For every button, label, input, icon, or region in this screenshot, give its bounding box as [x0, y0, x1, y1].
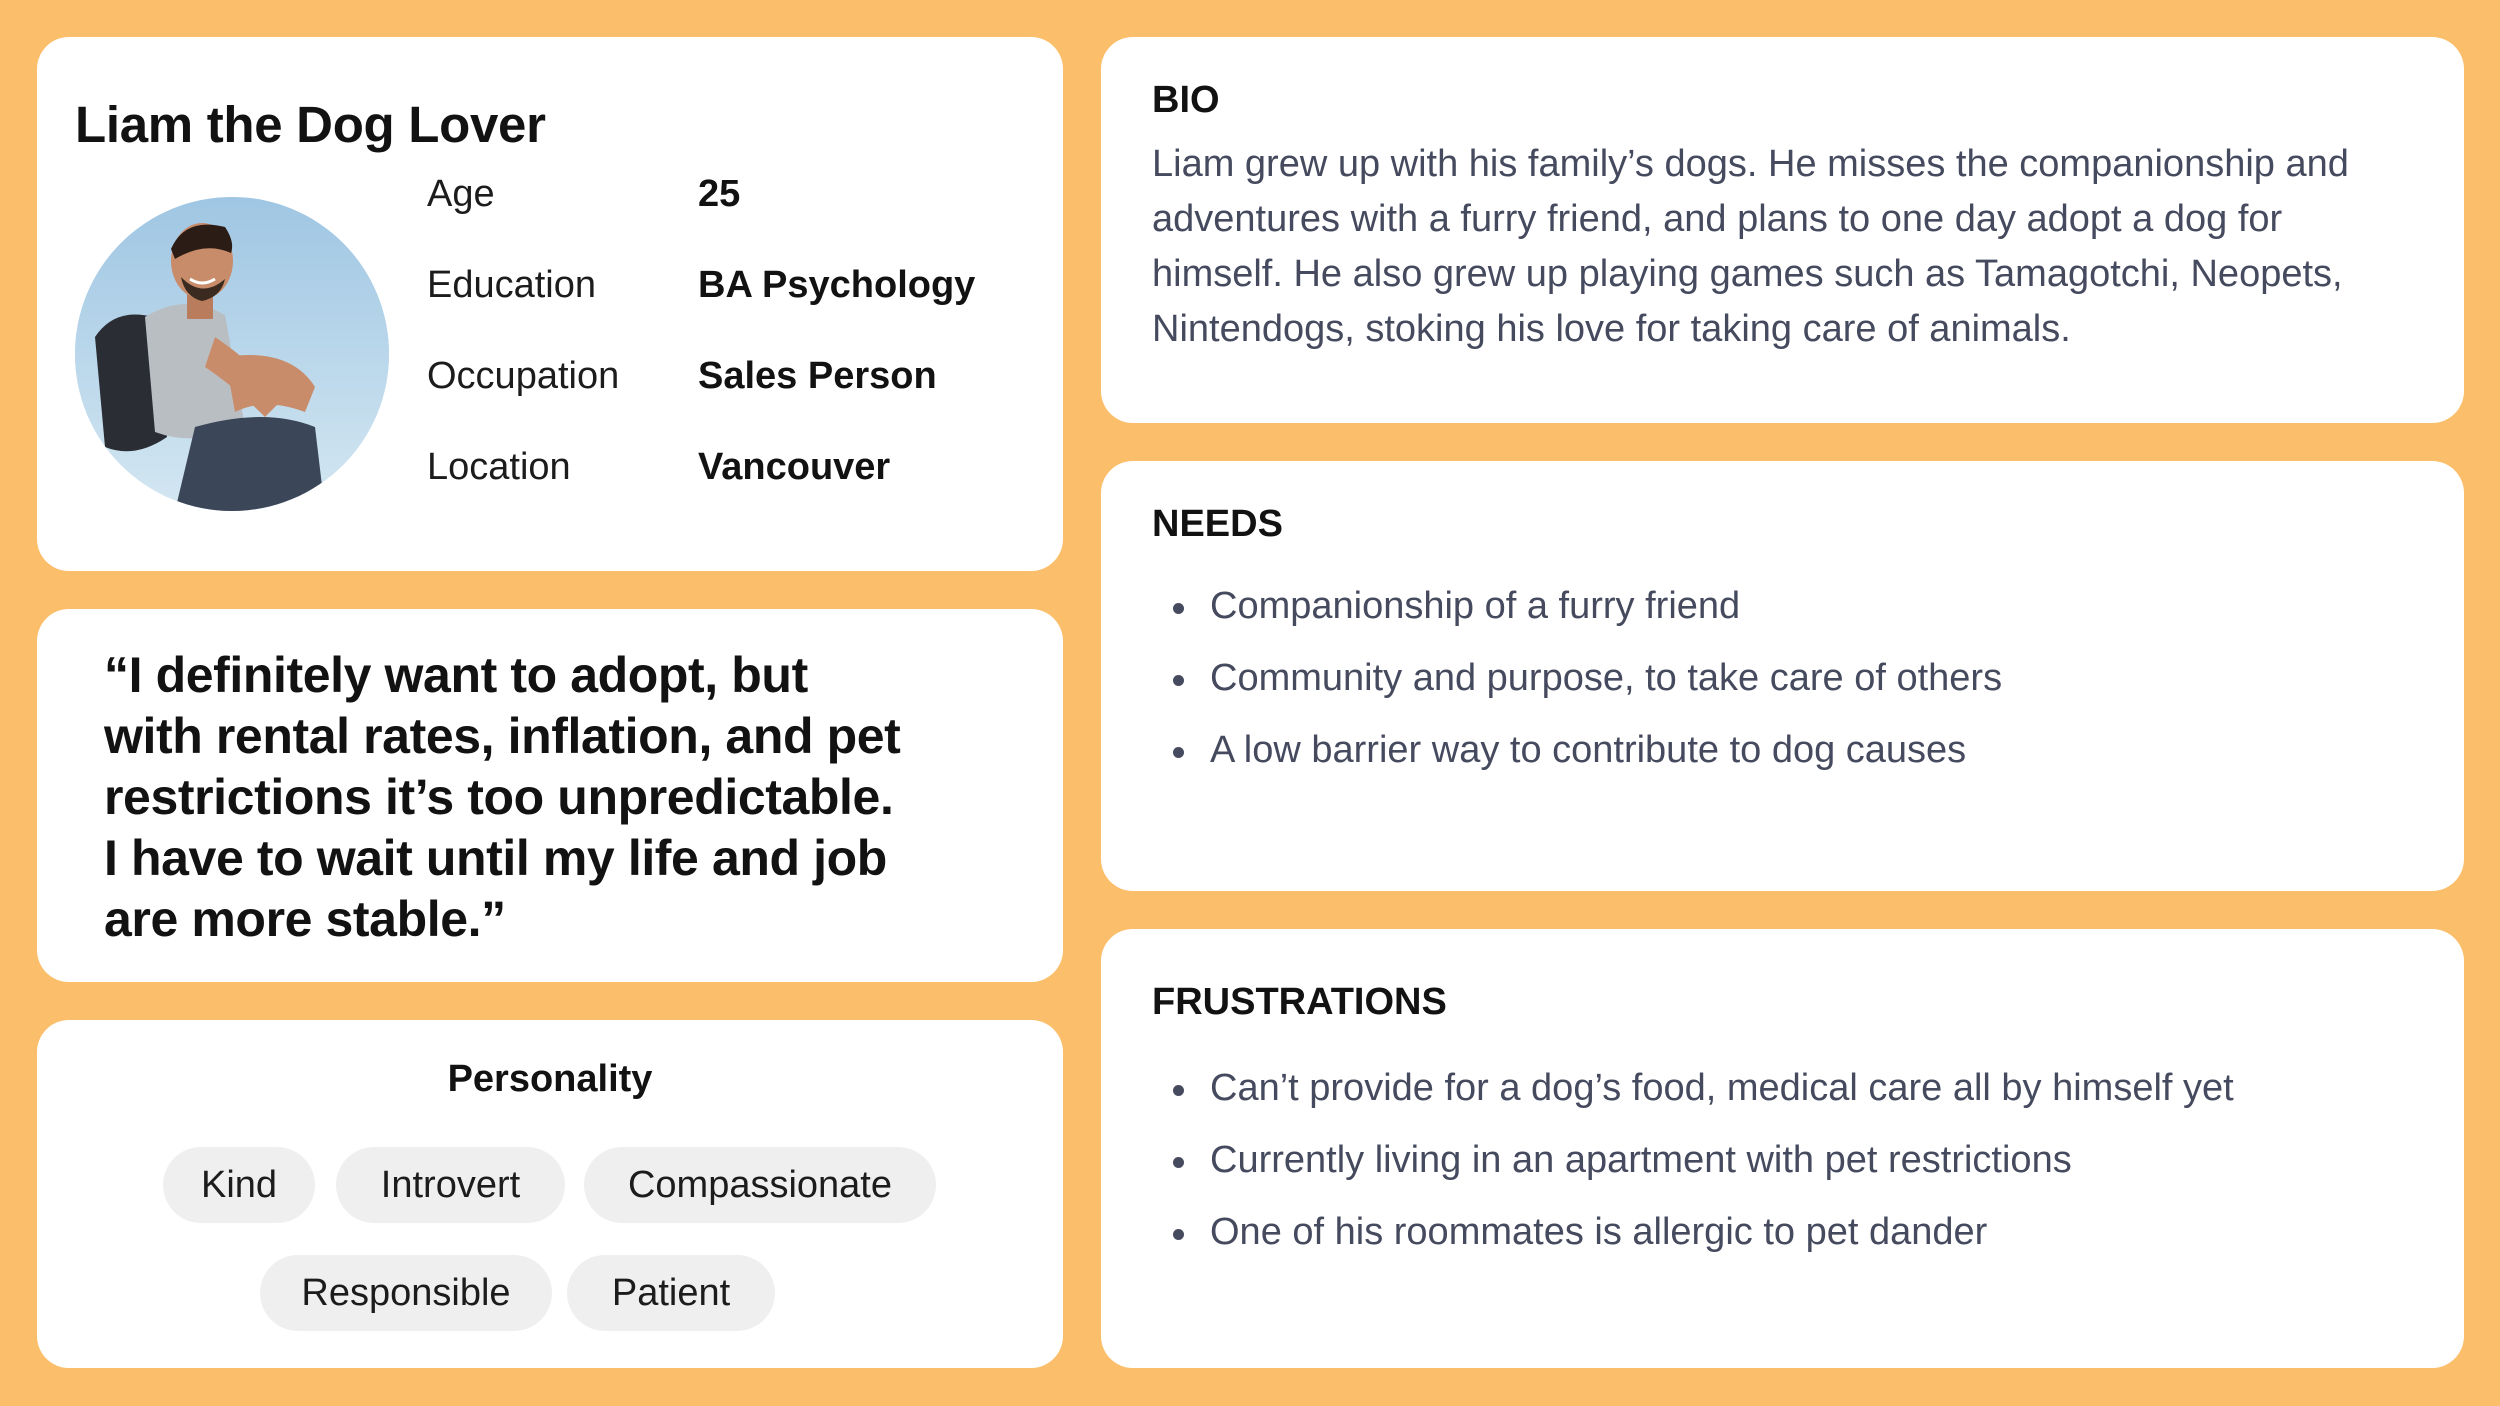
- stat-value: Sales Person: [698, 355, 937, 397]
- stat-row-location: [427, 446, 1047, 496]
- list-item: One of his roommates is allergic to pet dander: [1152, 1207, 2234, 1279]
- list-item: Can’t provide for a dog’s food, medical care all by himself yet: [1152, 1063, 2234, 1135]
- quote-line: I have to wait until my life and job: [104, 830, 887, 886]
- persona-quote: [104, 645, 1034, 950]
- needs-card: [1101, 461, 2464, 891]
- profile-card: [37, 37, 1063, 571]
- list-item: Community and purpose, to take care of others: [1152, 653, 2002, 725]
- frustrations-list: [1152, 1063, 2234, 1279]
- stat-value: 25: [698, 173, 741, 215]
- trait-pill-introvert: Introvert: [336, 1147, 565, 1223]
- stat-row-education: [427, 264, 1047, 314]
- bio-line: himself. He also grew up playing games such as Tamagotchi, Neopets,: [1152, 253, 2343, 295]
- bio-text: [1152, 137, 2432, 357]
- stat-label: Occupation: [427, 355, 620, 397]
- trait-pill-compassionate: Compassionate: [584, 1147, 936, 1223]
- stat-row-age: [427, 173, 1047, 223]
- needs-list: [1152, 581, 2002, 797]
- avatar-photo: [75, 197, 389, 511]
- trait-pill-patient: Patient: [567, 1255, 775, 1331]
- bio-line: Nintendogs, stoking his love for taking care of animals.: [1152, 308, 2071, 350]
- avatar: [75, 197, 389, 511]
- personality-title: Personality: [447, 1058, 653, 1100]
- stat-value: BA Psychology: [698, 264, 976, 306]
- quote-line: restrictions it’s too unpredictable.: [104, 769, 894, 825]
- quote-line: are more stable.”: [104, 891, 506, 947]
- frustrations-title: FRUSTRATIONS: [1152, 981, 1447, 1023]
- bio-line: Liam grew up with his family’s dogs. He misses the companionship and: [1152, 143, 2349, 185]
- persona-name: Liam the Dog Lover: [75, 96, 546, 153]
- trait-pill-responsible: Responsible: [260, 1255, 552, 1331]
- stat-row-occupation: [427, 355, 1047, 405]
- stat-label: Location: [427, 446, 571, 488]
- trait-pill-kind: Kind: [163, 1147, 315, 1223]
- personality-card: [37, 1020, 1063, 1368]
- list-item: Currently living in an apartment with pet restrictions: [1152, 1135, 2234, 1207]
- list-item: Companionship of a furry friend: [1152, 581, 2002, 653]
- quote-card: [37, 609, 1063, 982]
- frustrations-card: [1101, 929, 2464, 1368]
- quote-line: with rental rates, inflation, and pet: [104, 708, 901, 764]
- stat-label: Age: [427, 173, 495, 215]
- bio-line: adventures with a furry friend, and plans to one day adopt a dog for: [1152, 198, 2283, 240]
- stat-label: Education: [427, 264, 597, 306]
- list-item: A low barrier way to contribute to dog causes: [1152, 725, 2002, 797]
- bio-title: BIO: [1152, 79, 1220, 121]
- quote-line: “I definitely want to adopt, but: [104, 647, 808, 703]
- needs-title: NEEDS: [1152, 503, 1283, 545]
- stat-value: Vancouver: [698, 446, 891, 488]
- bio-card: [1101, 37, 2464, 423]
